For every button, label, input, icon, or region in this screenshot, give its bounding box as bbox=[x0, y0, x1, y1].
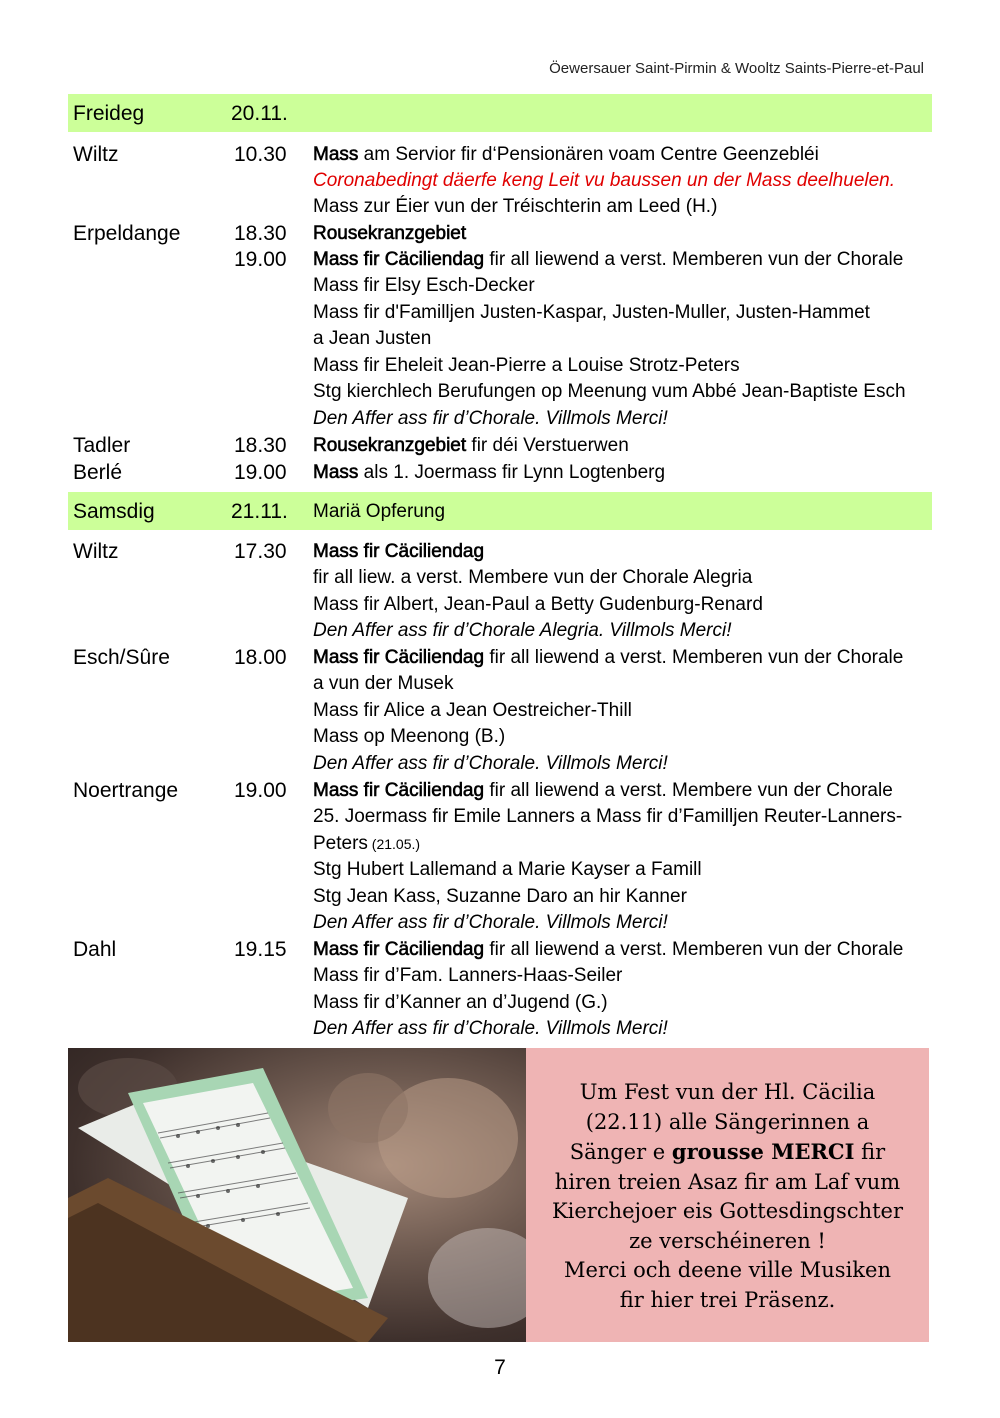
offering-note: Den Affer ass fir d’Chorale. Villmols Merci! bbox=[313, 912, 668, 933]
service-line: Stg Hubert Lallemand a Marie Kayser a Famill bbox=[313, 859, 702, 880]
place-wiltz-friday: Wiltz bbox=[73, 143, 119, 166]
notice-line: Um Fest vun der Hl. Cäcilia bbox=[579, 1080, 876, 1104]
day-date: 21.11. bbox=[231, 500, 288, 523]
notice-line: hiren treien Asaz fir am Laf vum bbox=[554, 1169, 901, 1194]
offering-note: Den Affer ass fir d’Chorale Alegria. Villmols Merci! bbox=[313, 620, 732, 641]
time: 19.15 bbox=[234, 938, 287, 961]
service-line: Mass fir Elsy Esch-Decker bbox=[313, 275, 535, 296]
thank-you-notice bbox=[526, 1048, 929, 1342]
service-line: Stg kierchlech Berufungen op Meenung vum Abbé Jean-Baptiste Esch bbox=[313, 381, 906, 402]
service-line: Rousekranzgebiet bbox=[313, 223, 467, 244]
time: 10.30 bbox=[234, 143, 287, 166]
notice-line: fir hier trei Präsenz. bbox=[619, 1287, 836, 1312]
notice-line: Merci och deene ville Musiken bbox=[564, 1258, 891, 1282]
music-stand-photo bbox=[68, 1048, 526, 1342]
service-line: Mass fir Cäciliendag fir all liewend a verst. Membere vun der Chorale bbox=[313, 780, 893, 801]
service-line: Mass fir d'Familljen Justen-Kaspar, Justen-Muller, Justen-Hammet bbox=[313, 302, 870, 323]
place-berle: Berlé bbox=[73, 461, 123, 484]
service-line: a Jean Justen bbox=[313, 328, 432, 349]
time: 18.30 bbox=[234, 222, 287, 245]
day-band-friday bbox=[68, 94, 932, 132]
service-line: Mass fir d’Kanner an d’Jugend (G.) bbox=[313, 992, 608, 1013]
service-line: Mass fir Alice a Jean Oestreicher-Thill bbox=[313, 700, 632, 721]
day-feast: Mariä Opferung bbox=[313, 501, 446, 522]
time: 19.00 bbox=[234, 779, 287, 802]
day-date: 20.11. bbox=[231, 102, 288, 125]
place-noertrange: Noertrange bbox=[73, 779, 179, 802]
service-line: Mass fir d’Fam. Lanners-Haas-Seiler bbox=[313, 965, 623, 986]
corona-notice: Coronabedingt däerfe keng Leit vu baussen un der Mass deelhuelen. bbox=[313, 170, 896, 191]
place-tadler: Tadler bbox=[73, 434, 131, 457]
service-line: Stg Jean Kass, Suzanne Daro an hir Kanner bbox=[313, 886, 687, 907]
service-line: Mass op Meenong (B.) bbox=[313, 726, 506, 747]
service-line: Mass fir Cäciliendag fir all liewend a verst. Memberen vun der Chorale bbox=[313, 249, 904, 270]
notice-line: Sänger e grousse MERCI fir bbox=[569, 1139, 886, 1164]
service-line: Mass fir Cäciliendag fir all liewend a verst. Memberen vun der Chorale bbox=[313, 647, 904, 668]
service-line: Mass fir Albert, Jean-Paul a Betty Gudenburg-Renard bbox=[313, 594, 763, 615]
service-line: fir all liew. a verst. Membere vun der Chorale Alegria bbox=[313, 567, 753, 588]
place-dahl: Dahl bbox=[73, 938, 117, 961]
running-header: Öewersauer Saint-Pirmin & Wooltz Saints-Pierre-et-Paul bbox=[549, 60, 924, 77]
service-line: Mass am Servior fir d‘Pensionären voam Centre Geenzebléi bbox=[313, 144, 819, 165]
time: 18.30 bbox=[234, 434, 287, 457]
service-line: 25. Joermass fir Emile Lanners a Mass fir d’Familljen Reuter-Lanners- bbox=[313, 806, 903, 827]
day-band-saturday bbox=[68, 492, 932, 530]
day-name: Samsdig bbox=[73, 500, 155, 523]
service-line: Mass zur Éier vun der Tréischterin am Leed (H.) bbox=[313, 196, 718, 217]
time: 18.00 bbox=[234, 646, 287, 669]
notice-line: ze verschéineren ! bbox=[629, 1228, 826, 1253]
service-line: Rousekranzgebiet fir déi Verstuerwen bbox=[313, 435, 629, 456]
offering-note: Den Affer ass fir d’Chorale. Villmols Merci! bbox=[313, 408, 668, 429]
offering-note: Den Affer ass fir d’Chorale. Villmols Merci! bbox=[313, 753, 668, 774]
service-line: Mass fir Cäciliendag fir all liewend a verst. Memberen vun der Chorale bbox=[313, 939, 904, 960]
service-line: Mass fir Eheleit Jean-Pierre a Louise Strotz-Peters bbox=[313, 355, 740, 376]
service-line: Mass fir Cäciliendag bbox=[313, 541, 485, 562]
service-line: Mass als 1. Joermass fir Lynn Logtenberg bbox=[313, 462, 666, 483]
place-esch-sure: Esch/Sûre bbox=[73, 646, 170, 669]
time: 19.00 bbox=[234, 461, 287, 484]
place-wiltz-saturday: Wiltz bbox=[73, 540, 119, 563]
page-number: 7 bbox=[494, 1356, 506, 1379]
time: 19.00 bbox=[234, 248, 287, 271]
service-line: a vun der Musek bbox=[313, 673, 454, 694]
notice-line: (22.11) alle Sängerinnen a bbox=[585, 1109, 870, 1134]
day-name: Freideg bbox=[73, 102, 145, 125]
notice-line: Kierchejoer eis Gottesdingschter bbox=[551, 1199, 904, 1223]
time: 17.30 bbox=[234, 540, 287, 563]
music-stand-illustration bbox=[68, 1048, 526, 1342]
place-erpeldange: Erpeldange bbox=[73, 222, 181, 245]
service-line: Peters (21.05.) bbox=[313, 833, 421, 854]
offering-note: Den Affer ass fir d’Chorale. Villmols Merci! bbox=[313, 1018, 668, 1039]
